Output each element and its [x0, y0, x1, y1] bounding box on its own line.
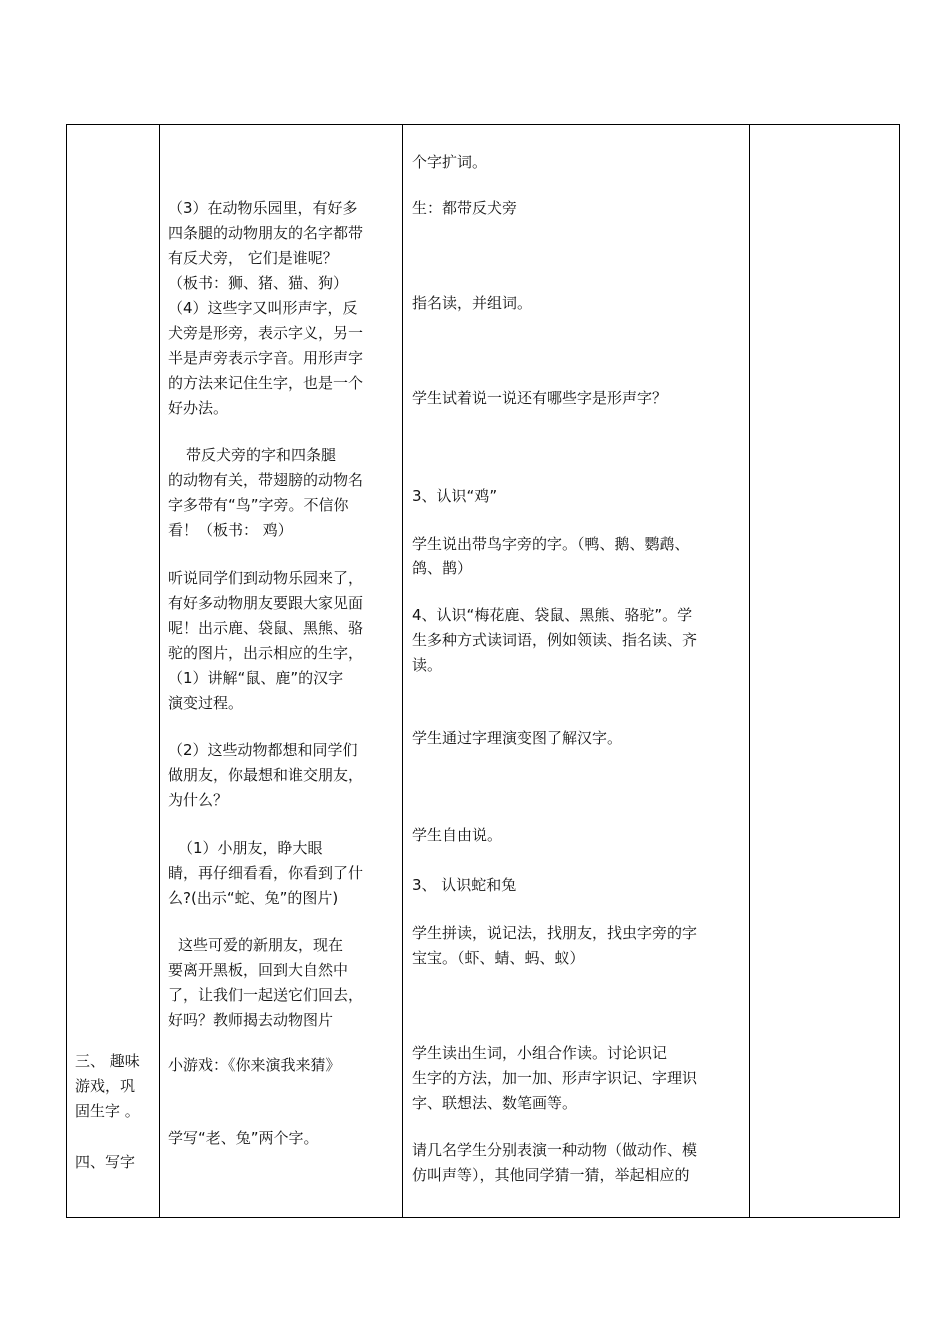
- student-text: 3、认识“鸡”: [412, 487, 498, 505]
- student-text: 字、联想法、数笔画等。: [412, 1094, 578, 1112]
- teacher-text: （4）这些字又叫形声字，反: [168, 299, 358, 317]
- student-text: 鸽、鹊）: [412, 559, 473, 577]
- teacher-text: 的动物有关，带翅膀的动物名: [168, 471, 364, 489]
- teacher-text: 了，让我们一起送它们回去，: [168, 986, 364, 1004]
- stage3-label-line3: 固生字 。: [75, 1102, 140, 1120]
- teacher-text: 好办法。: [168, 399, 229, 417]
- notes-column: [750, 125, 899, 1217]
- game-title: 小游戏：《你来演我来猜》: [168, 1056, 341, 1074]
- teacher-text: 演变过程。: [168, 694, 244, 712]
- stage4-label: 四、写字: [75, 1153, 136, 1171]
- teacher-text: 睛，再仔细看看，你看到了什: [168, 864, 364, 882]
- teacher-text: 字多带有“鸟”字旁。不信你: [168, 496, 349, 514]
- student-text: 学生通过字理演变图了解汉字。: [412, 729, 623, 747]
- student-text: 4、认识“梅花鹿、袋鼠、黑熊、骆驼”。学: [412, 606, 693, 624]
- table-right-border: [899, 124, 900, 1218]
- student-text: 学生拼读，说记法，找朋友，找虫字旁的字: [412, 924, 698, 942]
- column-divider-1: [159, 124, 160, 1218]
- stage3-label-line1: 三、 趣味: [75, 1052, 140, 1070]
- teacher-text: 做朋友，你最想和谁交朋友，: [168, 766, 364, 784]
- teacher-text: 这些可爱的新朋友，现在: [178, 936, 344, 954]
- teacher-text: 呢！出示鹿、袋鼠、黑熊、骆: [168, 619, 364, 637]
- teacher-text: 的方法来记住生字，也是一个: [168, 374, 364, 392]
- student-text: 学生自由说。: [412, 826, 503, 844]
- stage3-label-line2: 游戏，巩: [75, 1077, 136, 1095]
- student-text: 学生读出生词，小组合作读。讨论识记: [412, 1044, 668, 1062]
- column-divider-2: [402, 124, 403, 1218]
- student-text: 生多种方式读词语，例如领读、指名读、齐: [412, 631, 698, 649]
- teacher-text: （板书：狮、猪、猫、狗）: [168, 274, 349, 292]
- student-text: 生：都带反犬旁: [412, 199, 518, 217]
- teacher-text: 半是声旁表示字音。用形声字: [168, 349, 364, 367]
- teacher-text: 带反犬旁的字和四条腿: [186, 446, 337, 464]
- writing-task: 学写“老、兔”两个字。: [168, 1129, 319, 1147]
- teacher-text: 好吗？教师揭去动物图片: [168, 1011, 334, 1029]
- teacher-text: （3）在动物乐园里，有好多: [168, 199, 358, 217]
- teacher-text: 看！（板书： 鸡）: [168, 521, 293, 539]
- teacher-text: 犬旁是形旁，表示字义，另一: [168, 324, 364, 342]
- teacher-text: 驼的图片，出示相应的生字，: [168, 644, 364, 662]
- table-left-border: [66, 124, 67, 1218]
- student-text: 请几名学生分别表演一种动物（做动作、模: [412, 1141, 698, 1159]
- student-text: 宝宝。（虾、蜻、蚂、蚁）: [412, 949, 585, 967]
- teacher-text: （1）讲解“鼠、鹿”的汉字: [168, 669, 344, 687]
- teacher-text: 听说同学们到动物乐园来了，: [168, 569, 364, 587]
- teacher-text: （2）这些动物都想和同学们: [168, 741, 358, 759]
- student-text: 生字的方法，加一加、形声字识记、字理识: [412, 1069, 698, 1087]
- teacher-text: 么?(出示“蛇、兔”的图片): [168, 889, 339, 907]
- student-text: 读。: [412, 656, 443, 674]
- student-text: 学生试着说一说还有哪些字是形声字？: [412, 389, 668, 407]
- teacher-text: 要离开黑板，回到大自然中: [168, 961, 349, 979]
- student-text: 学生说出带鸟字旁的字。（鸭、鹅、鹦鹉、: [412, 535, 690, 553]
- student-text: 3、 认识蛇和兔: [412, 876, 517, 894]
- teacher-text: 四条腿的动物朋友的名字都带: [168, 224, 364, 242]
- teacher-text: 有好多动物朋友要跟大家见面: [168, 594, 364, 612]
- student-text: 个字扩词。: [412, 153, 488, 171]
- table-bottom-border: [66, 1217, 900, 1218]
- student-text: 指名读，并组词。: [412, 294, 533, 312]
- teacher-text: 有反犬旁， 它们是谁呢？: [168, 249, 338, 267]
- teacher-text: 为什么？: [168, 791, 229, 809]
- student-text: 仿叫声等），其他同学猜一猜，举起相应的: [412, 1166, 690, 1184]
- teacher-text: （1）小朋友，睁大眼: [178, 839, 323, 857]
